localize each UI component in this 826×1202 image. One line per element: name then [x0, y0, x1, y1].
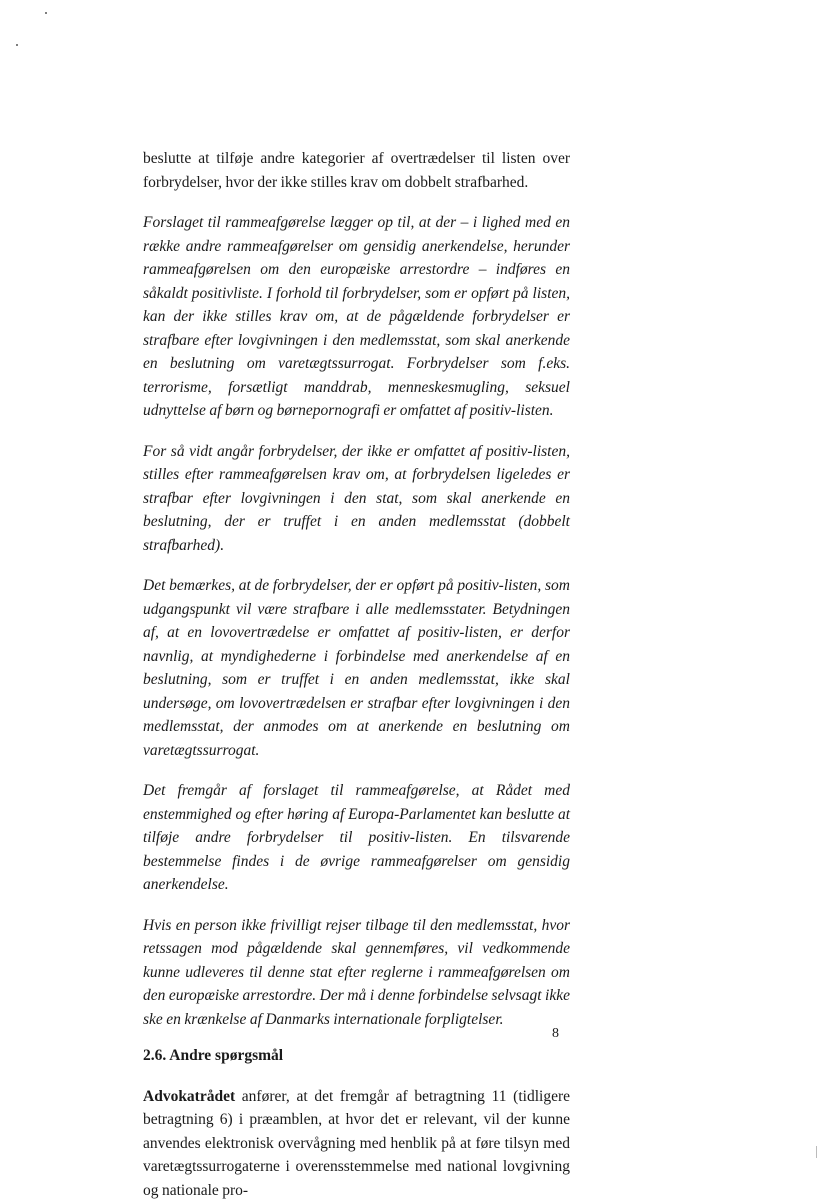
scan-edge-mark [816, 1146, 817, 1158]
scan-speck [16, 44, 18, 46]
paragraph-council-addition: Det fremgår af forslaget til rammeafgørelse, at Rådet med enstemmighed og efter høring af Europa-Parlamentet kan beslutte at tilføje andre forbrydelser til positiv-listen. En tilsvarende bestemmelse findes i de øvrige rammeafgørelser om gensidig anerkendelse. [143, 779, 570, 897]
scan-speck [45, 12, 47, 14]
paragraph-dual-criminality: For så vidt angår forbrydelser, der ikke er omfattet af positiv-listen, stilles efter rammeafgørelsen krav om, at forbrydelsen ligeledes er strafbar efter lovgivningen i den stat, som skal anerkende en beslutning, der er truffet i en anden medlemsstat (dobbelt strafbarhed). [143, 440, 570, 558]
page-number: 8 [552, 1025, 559, 1043]
paragraph-body-text: anfører, at det fremgår af betragtning 11 (tidligere betragtning 6) i præamblen, at hvor det er relevant, vil der kunne anvendes elektronisk overvågning med henblik på at føre tilsyn med varetægtssurrogaterne i overensstemmelse med national lovgivning og nationale pro- [143, 1088, 570, 1199]
paragraph-significance: Det bemærkes, at de forbrydelser, der er opført på positiv-listen, som udgangspunkt vil være strafbare i alle medlemsstater. Betydningen af, at en lovovertrædelse er omfattet af positiv-listen, er derfor navnlig, at myndighederne i forbindelse med anerkendelse af en beslutning, som er truffet i en anden medlemsstat, ikke skal undersøge, om lovovertrædelsen er strafbar efter lovgivningen i den medlemsstat, der anmodes om at anerkende en beslutning om varetægtssurrogat. [143, 574, 570, 762]
paragraph-advokatraadet [143, 1085, 570, 1202]
section-heading: 2.6. Andre spørgsmål [143, 1044, 570, 1068]
paragraph-positive-list: Forslaget til rammeafgørelse lægger op til, at der – i lighed med en række andre rammeafgørelser om gensidig anerkendelse, herunder rammeafgørelsen om den europæiske arrestordre – indføres en såkaldt positivliste. I forhold til forbrydelser, som er opført på listen, kan der ikke stilles krav om, at de pågældende forbrydelser er strafbare efter lovgivningen i den medlemsstat, som skal anerkende en beslutning om varetægtssurrogat. Forbrydelser som f.eks. terrorisme, forsætligt manddrab, menneskesmugling, seksuel udnyttelse af børn og børnepornografi er omfattet af positiv-listen. [143, 211, 570, 423]
paragraph-arrest-warrant: Hvis en person ikke frivilligt rejser tilbage til den medlemsstat, hvor retssagen mod pågældende skal gennemføres, vil vedkommende kunne udleveres til denne stat efter reglerne i rammeafgørelsen om den europæiske arrestordre. Der må i denne forbindelse selvsagt ikke ske en krænkelse af Danmarks internationale forpligtelser. [143, 914, 570, 1032]
paragraph-continuation: beslutte at tilføje andre kategorier af overtrædelser til listen over forbrydelser, hvor der ikke stilles krav om dobbelt strafbarhed. [143, 147, 570, 194]
document-body [143, 147, 570, 1202]
paragraph-lead-term: Advokatrådet [143, 1088, 235, 1105]
